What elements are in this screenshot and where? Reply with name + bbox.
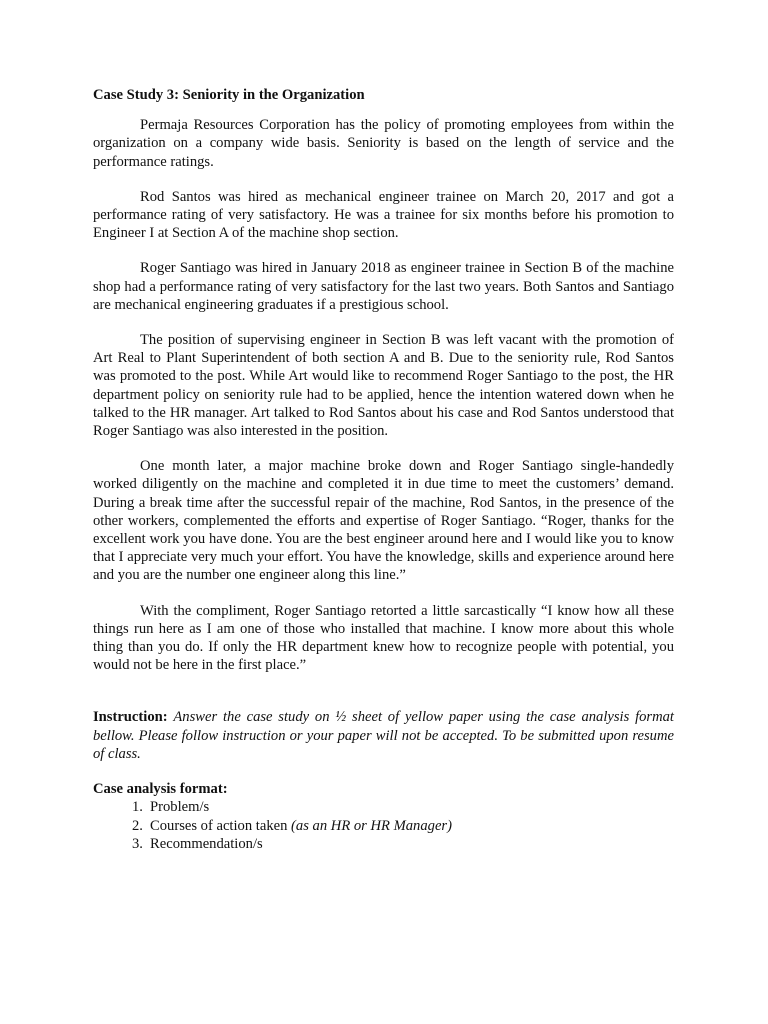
- paragraph-retort: With the compliment, Roger Santiago retorted a little sarcastically “I know how all these things run here as I am one of those who installed that machine. I know more about this whole thing than you do. If only the HR department knew how to recognize people with potential, you would not be here in the first place.”: [93, 602, 674, 674]
- format-item-text: Courses of action taken: [150, 817, 288, 834]
- paragraph-machine-breakdown: One month later, a major machine broke down and Roger Santiago single-handedly worked diligently on the machine and completed it in due time to meet the customers’ demand. During a break time after the successful repair of the machine, Rod Santos, in the presence of the other workers, complemented the efforts and expertise of Roger Santiago. “Roger, thanks for the excellent work you have done. You are the best engineer around here and I would like you to know that I appreciate very much your effort. You have the knowledge, skills and experience around here and you are the number one engineer along this line.”: [93, 458, 674, 584]
- case-study-title: Case Study 3: Seniority in the Organization: [93, 87, 365, 103]
- case-analysis-format-heading: Case analysis format:: [93, 781, 228, 798]
- format-item-problems: [132, 798, 674, 816]
- format-item-number: 1.: [132, 799, 143, 816]
- format-item-number: 3.: [132, 835, 143, 852]
- paragraph-vacant-position: The position of supervising engineer in Section B was left vacant with the promotion of Art Real to Plant Superintendent of both section A and B. Due to the seniority rule, Rod Santos was promoted to the post. While Art would like to recommend Roger Santiago to the post, the HR department policy on seniority rule had to be applied, hence the intention watered down when he talked to the HR manager. Art talked to Rod Santos about his case and Rod Santos understood that Roger Santiago was also interested in the position.: [93, 332, 674, 440]
- case-analysis-format-list: [93, 798, 674, 853]
- paragraph-roger-santiago: Roger Santiago was hired in January 2018 as engineer trainee in Section B of the machine shop had a performance rating of very satisfactory for the last two years. Both Santos and Santiago are mechanical engineering graduates if a prestigious school.: [93, 260, 674, 313]
- paragraph-rod-santos: Rod Santos was hired as mechanical engineer trainee on March 20, 2017 and got a performance rating of very satisfactory. He was a trainee for six months before his promotion to Engineer I at Section A of the machine shop section.: [93, 188, 674, 242]
- format-item-courses-of-action: [132, 817, 674, 835]
- document-page: [93, 86, 674, 853]
- format-item-text: Problem/s: [150, 799, 210, 816]
- paragraph-policy: Permaja Resources Corporation has the policy of promoting employees from within the organization on a company wide basis. Seniority is based on the length of service and the performance ratings.: [93, 117, 674, 170]
- format-item-text: Recommendation/s: [150, 835, 263, 852]
- instruction-block: [93, 708, 674, 763]
- instruction-text: Answer the case study on ½ sheet of yellow paper using the case analysis format bellow. Please follow instruction or your paper will not be accepted. To be submitted upon resume of class.: [93, 709, 674, 762]
- format-item-recommendations: [132, 835, 674, 853]
- instruction-label: Instruction:: [93, 709, 168, 726]
- format-item-number: 2.: [132, 817, 143, 834]
- format-item-note: (as an HR or HR Manager): [291, 817, 452, 834]
